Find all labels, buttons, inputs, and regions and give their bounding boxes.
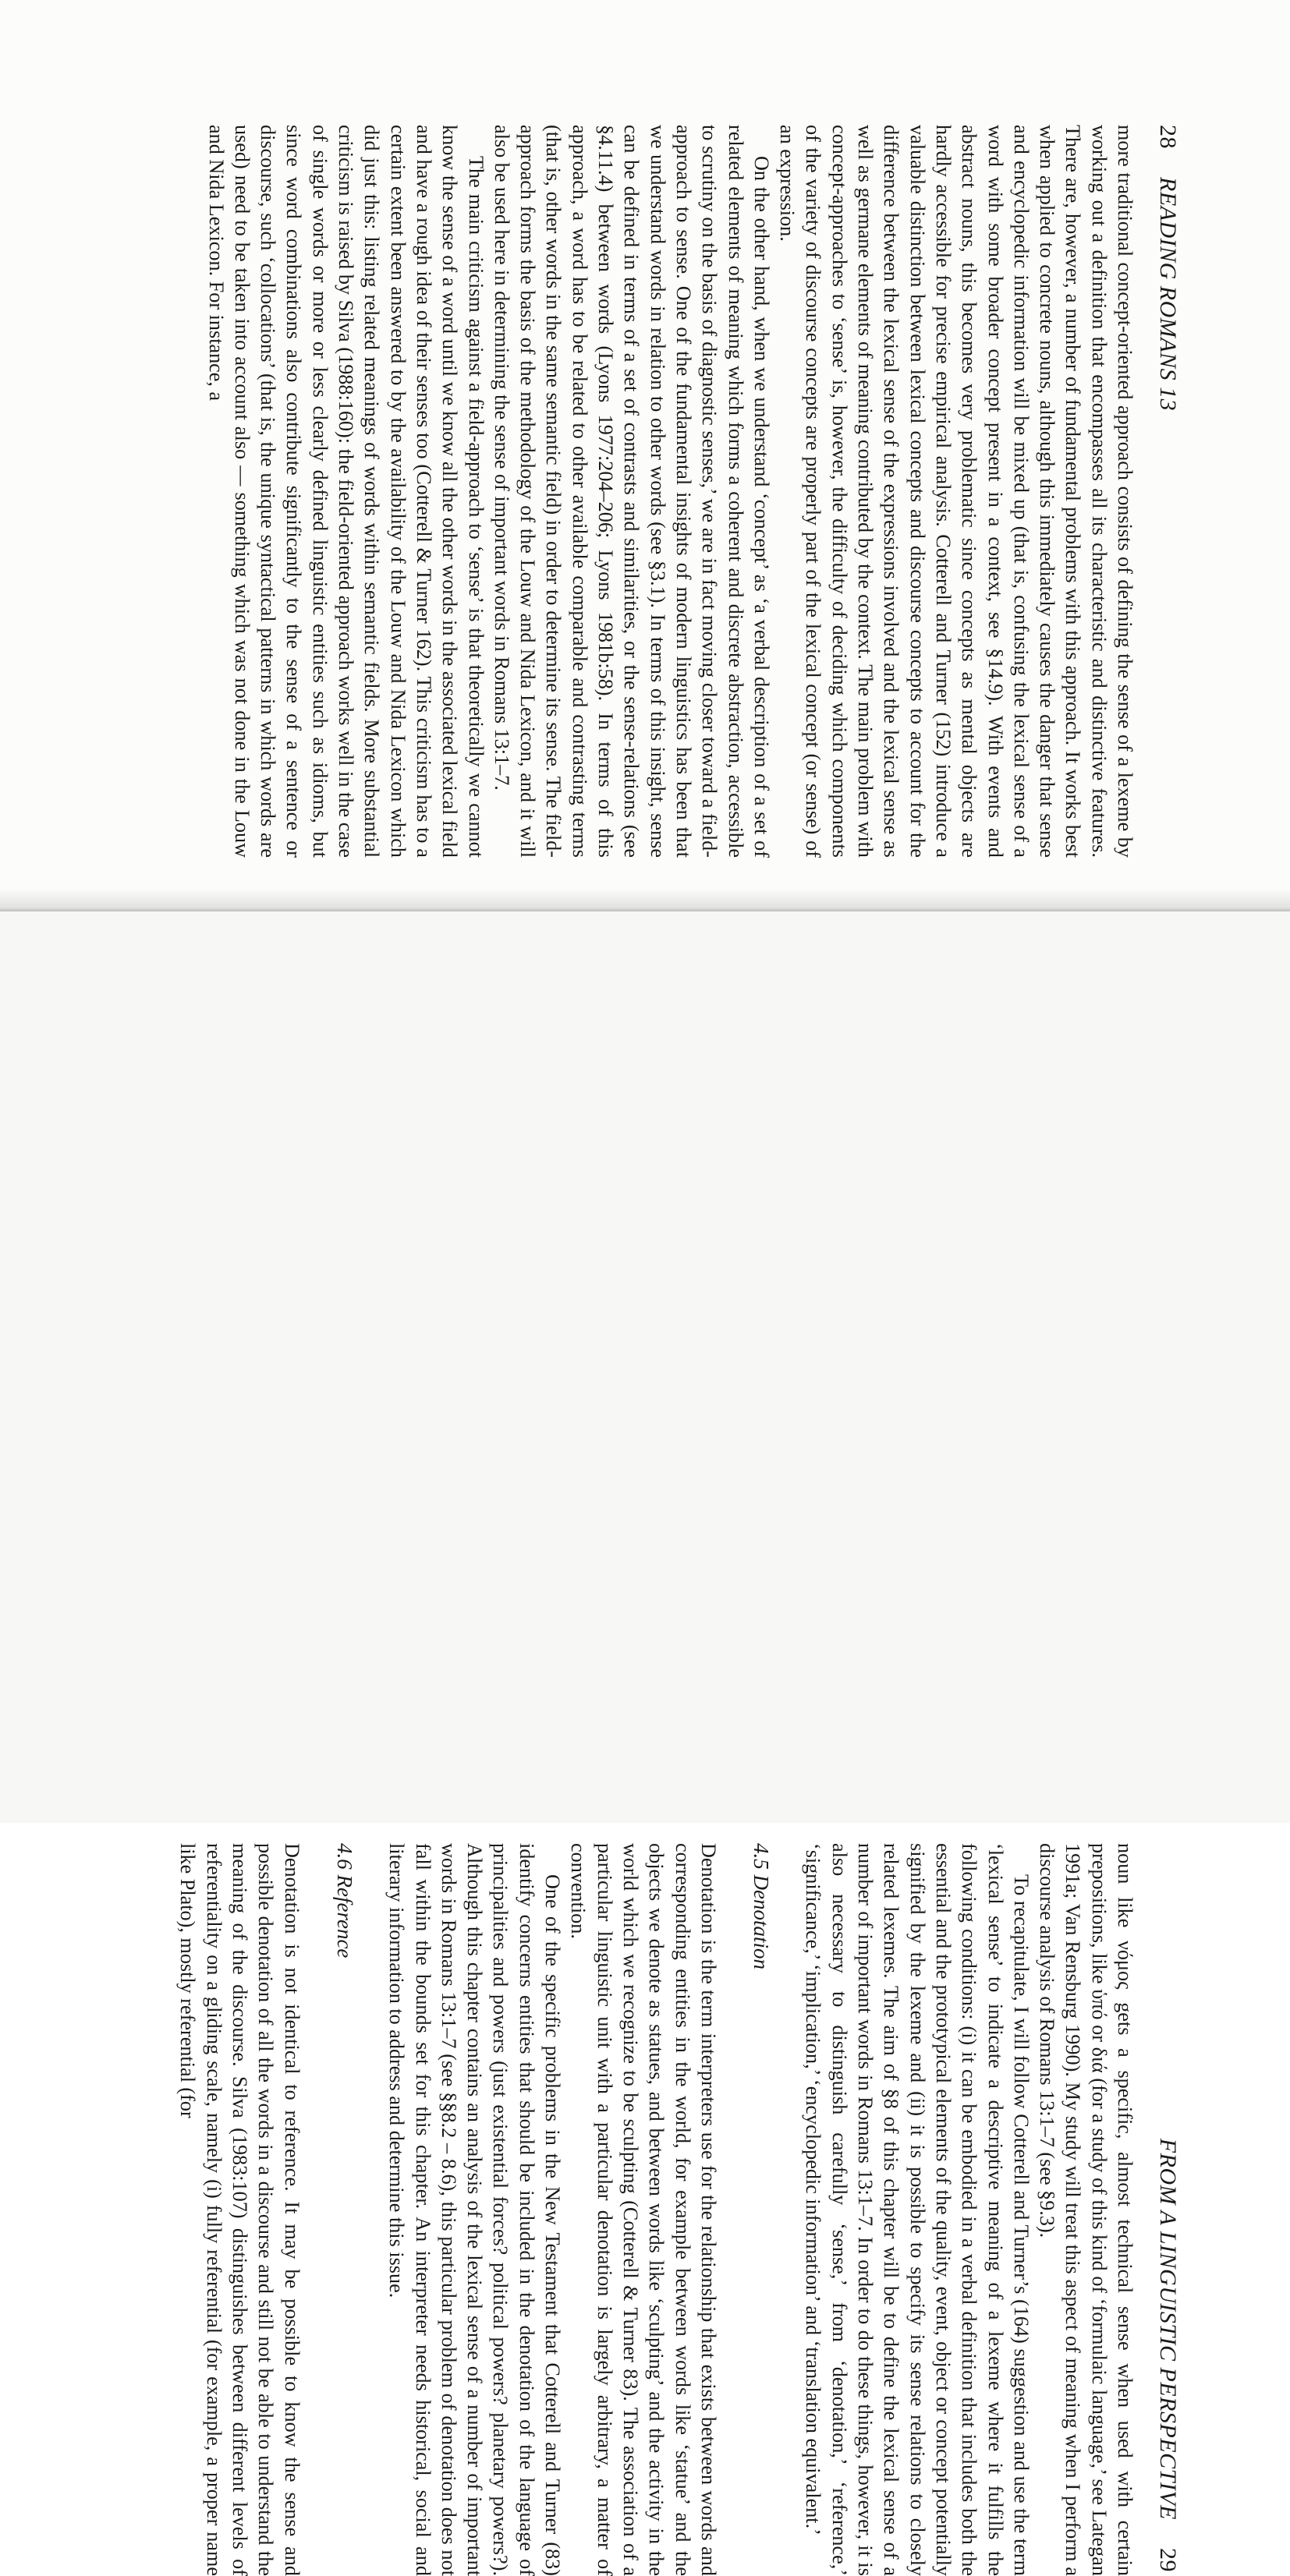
body-paragraph: more traditional concept-oriented approach consists of defining the sense of a lexeme by working out a definition that encompasses all its characteristic and distinctive features. There are, however, a number of fundamental problems with this approach. It works best when applied to concrete nouns, although this immediately causes the danger that sense and encyclopedic information will be mixed up (that is, confusing the lexical sense of a word with some broader concept present in a context, see §14.9). With events and abstract nouns, this becomes very problematic since concepts as mental objects are hardly accessible for precise empirical analysis. Cotterell and Turner (152) introduce a valuable distinction between lexical concepts and discourse concepts to account for the difference between the lexical sense of the expressions involved and the lexical sense as well as germane elements of meaning contributed by the context. The main problem with concept-approaches to ‘sense’ is, however, the difficulty of deciding which components of the variety of discourse concepts are properly part of the lexical concept (or sense) of an expression.	[776, 125, 1136, 858]
right-body-text	[175, 1843, 1138, 2576]
left-page-number: 28	[1155, 125, 1181, 149]
body-paragraph: Denotation is not identical to reference. It may be possible to know the sense and possible denotation of all the words in a discourse and still not be able to understand the meaning of the discourse. Silva (1983:107) distinguishes between different levels of referentiality on a gliding scale, namely (i) fully referential (for example, a proper name like Plato), mostly referential (for	[176, 1843, 303, 2576]
body-paragraph: The main criticism against a field-approach to ‘sense’ is that theoretically we cannot know the sense of a word until we know all the other words in the associated lexical field and have a rough idea of their senses too (Cotterell & Turner 162). This criticism has to a certain extent been answered to by the availability of the Louw and Nida Lexicon which did just this: listing related meanings of words within semantic fields. More substantial criticism is raised by Silva (1988:160): the field-oriented approach works well in the case of single words or more or less clearly defined linguistic entities such as idioms, but since word combinations also contribute significantly to the sense of a sentence or discourse, such ‘collocations’ (that is, the unique syntactical patterns in which words are used) need to be taken into account also — something which was not done in the Louw and Nida Lexicon. For instance, a	[204, 125, 487, 858]
body-paragraph: On the other hand, when we understand ‘concept’ as ‘a verbal description of a set of related elements of meaning which forms a coherent and discrete abstraction, accessible to scrutiny on the basis of diagnostic senses,’ we are in fact moving closer toward a field-approach to sense. One of the fundamental insights of modern linguistics has been that we understand words in relation to other words (see §3.1). In terms of this insight, sense can be defined in terms of a set of contrasts and similarities, or the sense-relations (see §4.11.4) between words (Lyons 1977:204–206; Lyons 1981b:58). In terms of this approach, a word has to be related to other available comparable and contrasting terms (that is, other words in the same semantic field) in order to determine its sense. The field-approach forms the basis of the methodology of the Louw and Nida Lexicon, and it will also be used here in determining the sense of important words in Romans 13:1–7.	[490, 125, 773, 858]
left-running-head	[1154, 125, 1181, 854]
left-body-text	[203, 125, 1138, 858]
left-page	[0, 0, 1290, 911]
right-page	[0, 911, 1290, 2576]
body-paragraph: One of the specific problems in the New Testament that Cotterell and Turner (83) identify concerns entities that should be included in the denotation of the language of principalities and powers (just existential forces? political powers? planetary powers?). Although this chapter contains an analysis of the lexical sense of a number of important words in Romans 13:1–7 (see §§8.2 – 8.6), this particular problem of denotation does not fall within the bounds set for this chapter. An interpreter needs historical, social and literary information to address and determine this issue.	[385, 1843, 565, 2576]
body-paragraph: noun like νόμος gets a specific, almost technical sense when used with certain prepositions, like ὑπό or διά (for a study of this kind of ‘formulaic language,’ see Lategan 1991a; Van Rensburg 1990). My study will treat this aspect of meaning when I perform a discourse analysis of Romans 13:1–7 (see §9.3).	[1036, 1843, 1136, 2576]
body-paragraph: Denotation is the term interpreters use for the relationship that exists between words and corresponding entities in the world, for example between words like ‘statue’ and the objects we denote as statues, and between words like ‘sculpting’ and the activity in the world which we recognize to be sculpting (Cotterell & Turner 83). The association of a particular linguistic unit with a particular denotation is largely arbitrary, a matter of convention.	[567, 1843, 720, 2576]
right-running-title: FROM A LINGUISTIC PERSPECTIVE	[1155, 2138, 1181, 2520]
right-running-head	[1154, 1843, 1181, 2572]
section-heading-denotation: 4.5 Denotation	[750, 1843, 774, 1969]
body-paragraph: To recapitulate, I will follow Cotterell and Turner’s (164) suggestion and use the term ‘lexical sense’ to indicate a descriptive meaning of a lexeme where it fulfills the following conditions: (i) it can be embodied in a verbal definition that includes both the essential and the prototypical elements of the quality, event, object or concept potentially signified by the lexeme and (ii) it is possible to specify its sense relations to closely related lexemes. The aim of §8 of this chapter will be to define the lexical sense of a number of important words in Romans 13:1–7. In order to do these things, however, it is also necessary to distinguish carefully ‘sense,’ from ‘denotation,’ ‘reference,’ ‘significance,’ ‘implication,’ ‘encyclopedic information’ and ‘translation equivalent.’	[802, 1843, 1033, 2576]
left-running-title: READING ROMANS 13	[1155, 177, 1181, 412]
section-heading-reference: 4.6 Reference	[332, 1843, 356, 1959]
right-page-number: 29	[1155, 2548, 1181, 2572]
